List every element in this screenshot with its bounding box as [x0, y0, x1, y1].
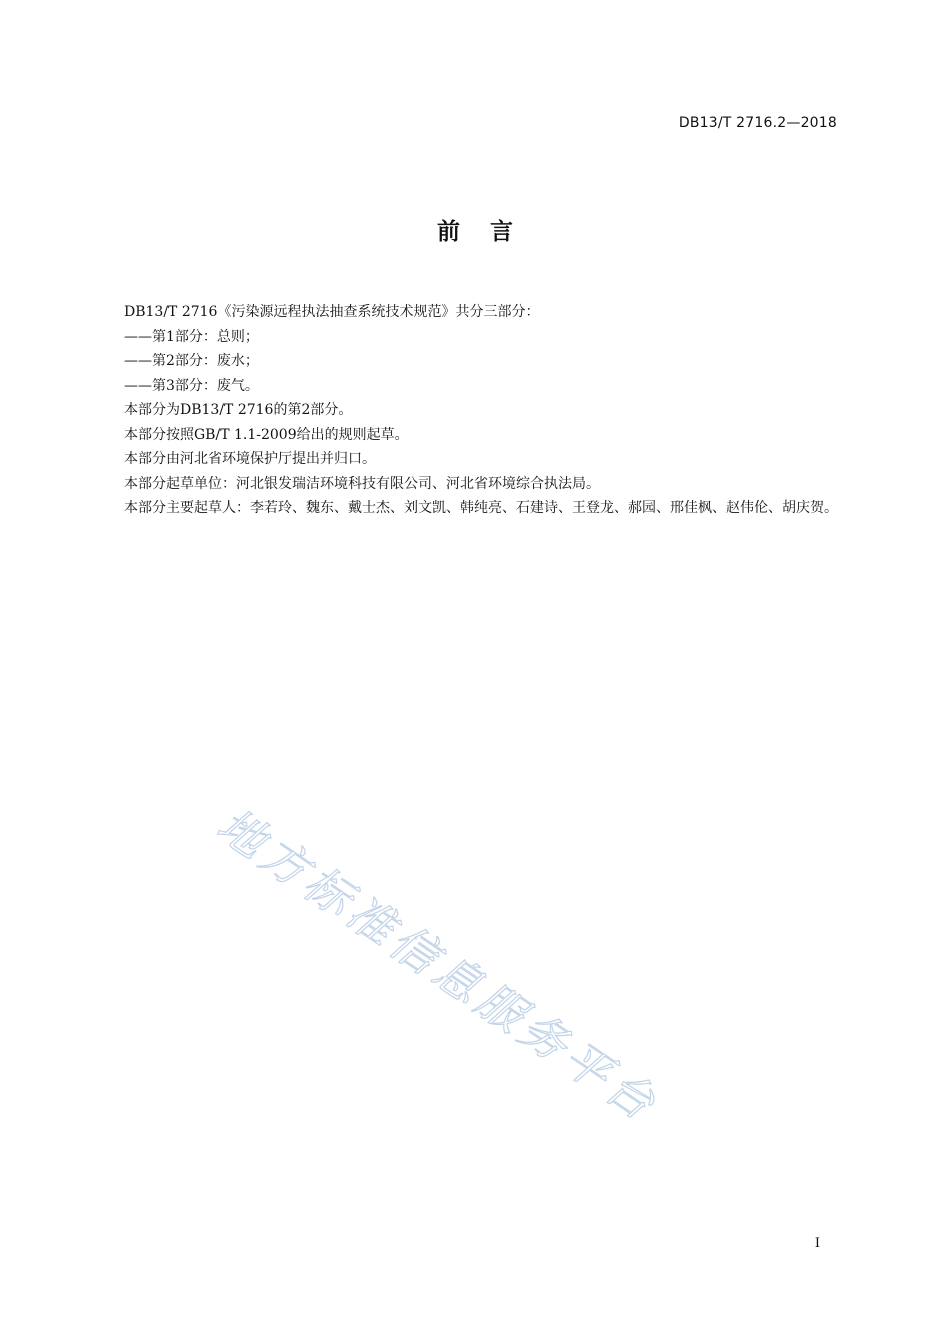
foreword-body	[91, 300, 841, 521]
page-number: I	[814, 1236, 820, 1251]
list-item-part1: ——第1部分：总则；	[124, 328, 259, 345]
paragraph-rules: 本部分按照GB/T 1.1-2009给出的规则起草。	[124, 426, 409, 443]
paragraph-drafters: 本部分主要起草人：李若玲、魏东、戴士杰、刘文凯、韩纯亮、石建诗、王登龙、郝园、邢佳枫、赵伟伦、胡庆贺。	[124, 500, 838, 516]
paragraph-drafting-units: 本部分起草单位：河北银发瑞洁环境科技有限公司、河北省环境综合执法局。	[124, 475, 600, 492]
paragraph-intro: DB13/T 2716《污染源远程执法抽查系统技术规范》共分三部分：	[124, 304, 540, 320]
document-code: DB13/T 2716.2—2018	[678, 115, 837, 131]
page-title: 前言	[437, 219, 543, 245]
list-item-part3: ——第3部分：废气。	[124, 377, 259, 394]
watermark: 地方标准信息服务平台	[207, 797, 670, 1134]
paragraph-proposer: 本部分由河北省环境保护厅提出并归口。	[124, 451, 376, 467]
paragraph-scope: 本部分为DB13/T 2716的第2部分。	[124, 402, 353, 418]
list-item-part2: ——第2部分：废水；	[124, 353, 259, 369]
